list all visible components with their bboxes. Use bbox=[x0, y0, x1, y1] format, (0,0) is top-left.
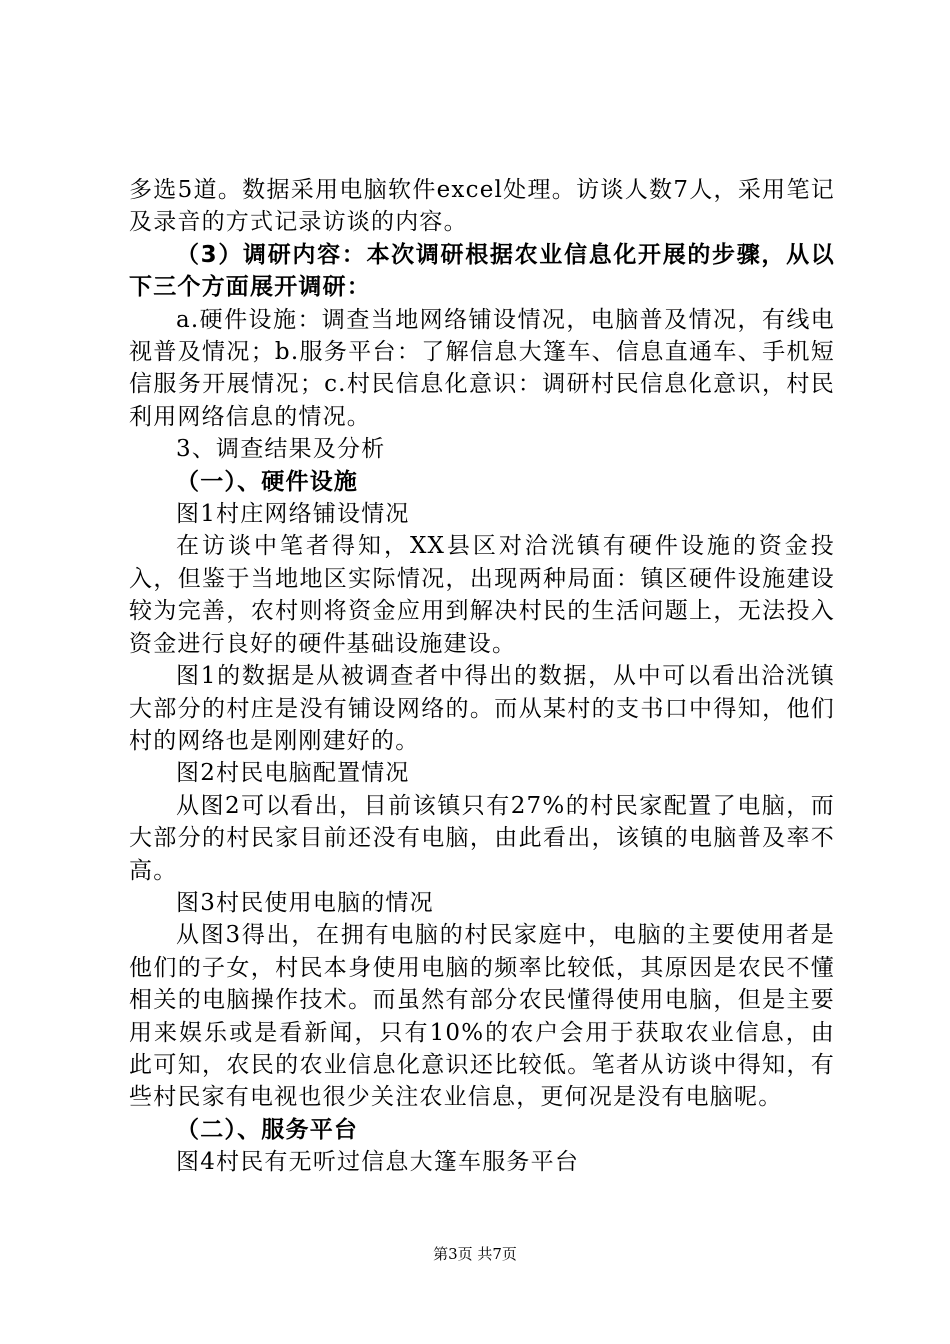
section-heading-results: 3、调查结果及分析 bbox=[176, 436, 386, 463]
figure-caption-4: 图4村民有无听过信息大篷车服务平台 bbox=[176, 1149, 580, 1176]
paragraph-figure-1-analysis: 图1的数据是从被调查者中得出的数据，从中可以看出洽洸镇大部分的村庄是没有铺设网络的。而从某村的支书口中得知，他们村的网络也是刚刚建好的。 bbox=[129, 663, 835, 754]
figure-caption-2: 图2村民电脑配置情况 bbox=[176, 760, 410, 787]
subsection-heading-hardware: （一）、硬件设施 bbox=[176, 468, 359, 495]
subsection-heading-service-platform: （二）、服务平台 bbox=[176, 1116, 359, 1143]
paragraph-interview-funding: 在访谈中笔者得知，XX县区对洽洸镇有硬件设施的资金投入，但鉴于当地地区实际情况，出现两种局面：镇区硬件设施建设较为完善，农村则将资金应用到解决村民的生活问题上，无法投入资金进行良好的硬件基础设施建设。 bbox=[129, 533, 835, 657]
document-body bbox=[129, 174, 835, 1179]
figure-caption-3: 图3村民使用电脑的情况 bbox=[176, 889, 434, 916]
paragraph-figure-3-analysis: 从图3得出，在拥有电脑的村民家庭中，电脑的主要使用者是他们的子女，村民本身使用电脑的频率比较低，其原因是农民不懂相关的电脑操作技术。而虽然有部分农民懂得使用电脑，但是主要用来娱乐或是看新闻，只有10%的农户会用于获取农业信息，由此可知，农民的农业信息化意识还比较低。笔者从访谈中得知，有些村民家有电视也很少关注农业信息，更何况是没有电脑呢。 bbox=[129, 922, 835, 1111]
paragraph-research-content-heading: （3）调研内容：本次调研根据农业信息化开展的步骤，从以下三个方面展开调研： bbox=[129, 241, 835, 301]
page-number-footer: 第3页 共7页 bbox=[433, 1245, 517, 1263]
figure-caption-1: 图1村庄网络铺设情况 bbox=[176, 501, 410, 528]
paragraph-survey-method: 多选5道。数据采用电脑软件excel处理。访谈人数7人，采用笔记及录音的方式记录访谈的内容。 bbox=[129, 177, 835, 236]
paragraph-research-aspects: a.硬件设施：调查当地网络铺设情况，电脑普及情况，有线电视普及情况；b.服务平台：了解信息大篷车、信息直通车、手机短信服务开展情况；c.村民信息化意识：调研村民信息化意识，村民利用网络信息的情况。 bbox=[129, 306, 835, 430]
paragraph-figure-2-analysis: 从图2可以看出，目前该镇只有27%的村民家配置了电脑，而大部分的村民家目前还没有电脑，由此看出，该镇的电脑普及率不高。 bbox=[129, 792, 835, 884]
